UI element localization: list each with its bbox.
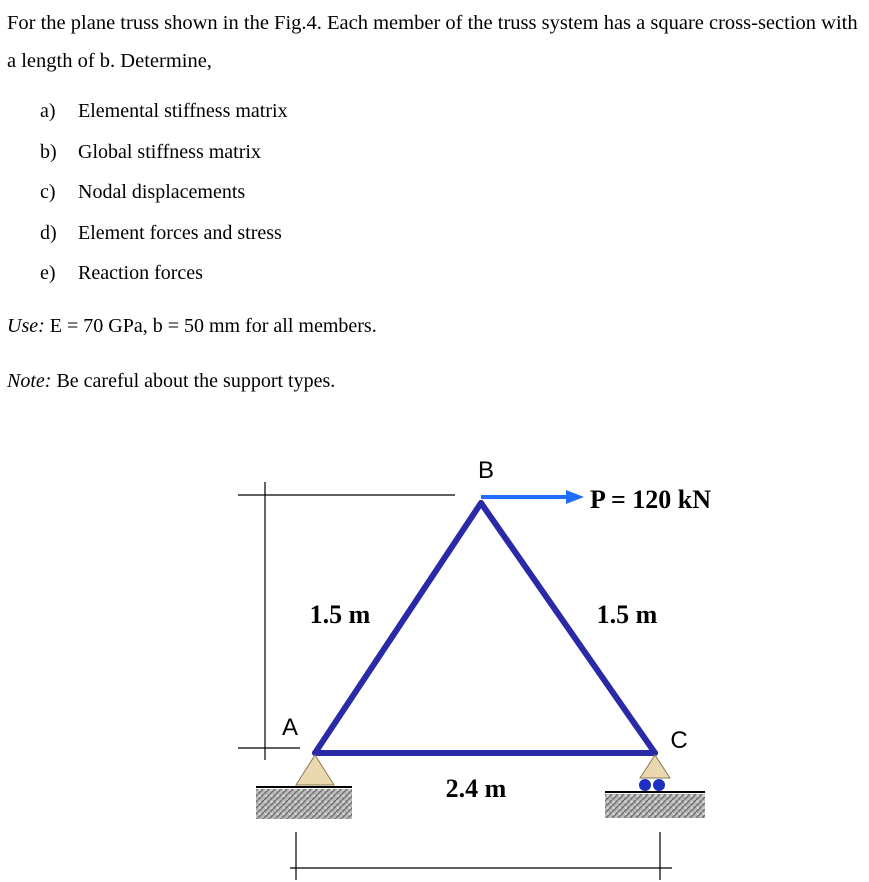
- node-a-label: A: [281, 714, 299, 741]
- item-text: Elemental stiffness matrix: [78, 100, 288, 122]
- node-c-label: C: [670, 727, 688, 754]
- roller-support-c: [640, 755, 670, 778]
- load-arrow-head: [566, 490, 584, 504]
- ground-hatch-a: [256, 789, 352, 819]
- item-letter: d): [40, 221, 57, 244]
- truss-figure: [0, 440, 869, 882]
- item-letter: c): [40, 181, 56, 203]
- item-text: Global stiffness matrix: [78, 140, 261, 163]
- list-item: [40, 137, 288, 178]
- list-item: [40, 258, 288, 299]
- member-bc-length-label: 1.5 m: [596, 600, 658, 629]
- member-ac-length-label: 2.4 m: [445, 774, 507, 803]
- list-item: [40, 218, 288, 259]
- load-label: P = 120 kN: [590, 485, 711, 514]
- item-letter: e): [40, 262, 56, 284]
- use-label: Use:: [7, 315, 45, 337]
- use-text: E = 70 GPa, b = 50 mm for all members.: [49, 315, 377, 337]
- ground-hatch-c: [605, 794, 705, 818]
- item-letter: b): [40, 140, 57, 163]
- pin-support-a: [296, 755, 334, 785]
- member-ab-length-label: 1.5 m: [309, 600, 371, 629]
- list-item: [40, 96, 288, 137]
- item-text: Reaction forces: [78, 262, 203, 284]
- task-list: [40, 96, 288, 299]
- use-line: [7, 315, 377, 338]
- note-label: Note:: [7, 370, 52, 392]
- list-item: [40, 177, 288, 218]
- node-b-label: B: [477, 457, 495, 484]
- item-text: Nodal displacements: [78, 181, 246, 203]
- roller-wheel-left: [639, 779, 651, 791]
- note-line: [7, 370, 335, 393]
- note-text: Be careful about the support types.: [56, 370, 336, 392]
- problem-intro: For the plane truss shown in the Fig.4. Each member of the truss system has a square cross-section with a length of b. Determine,: [7, 12, 858, 72]
- item-letter: a): [40, 100, 56, 122]
- roller-wheel-right: [653, 779, 665, 791]
- item-text: Element forces and stress: [78, 221, 282, 244]
